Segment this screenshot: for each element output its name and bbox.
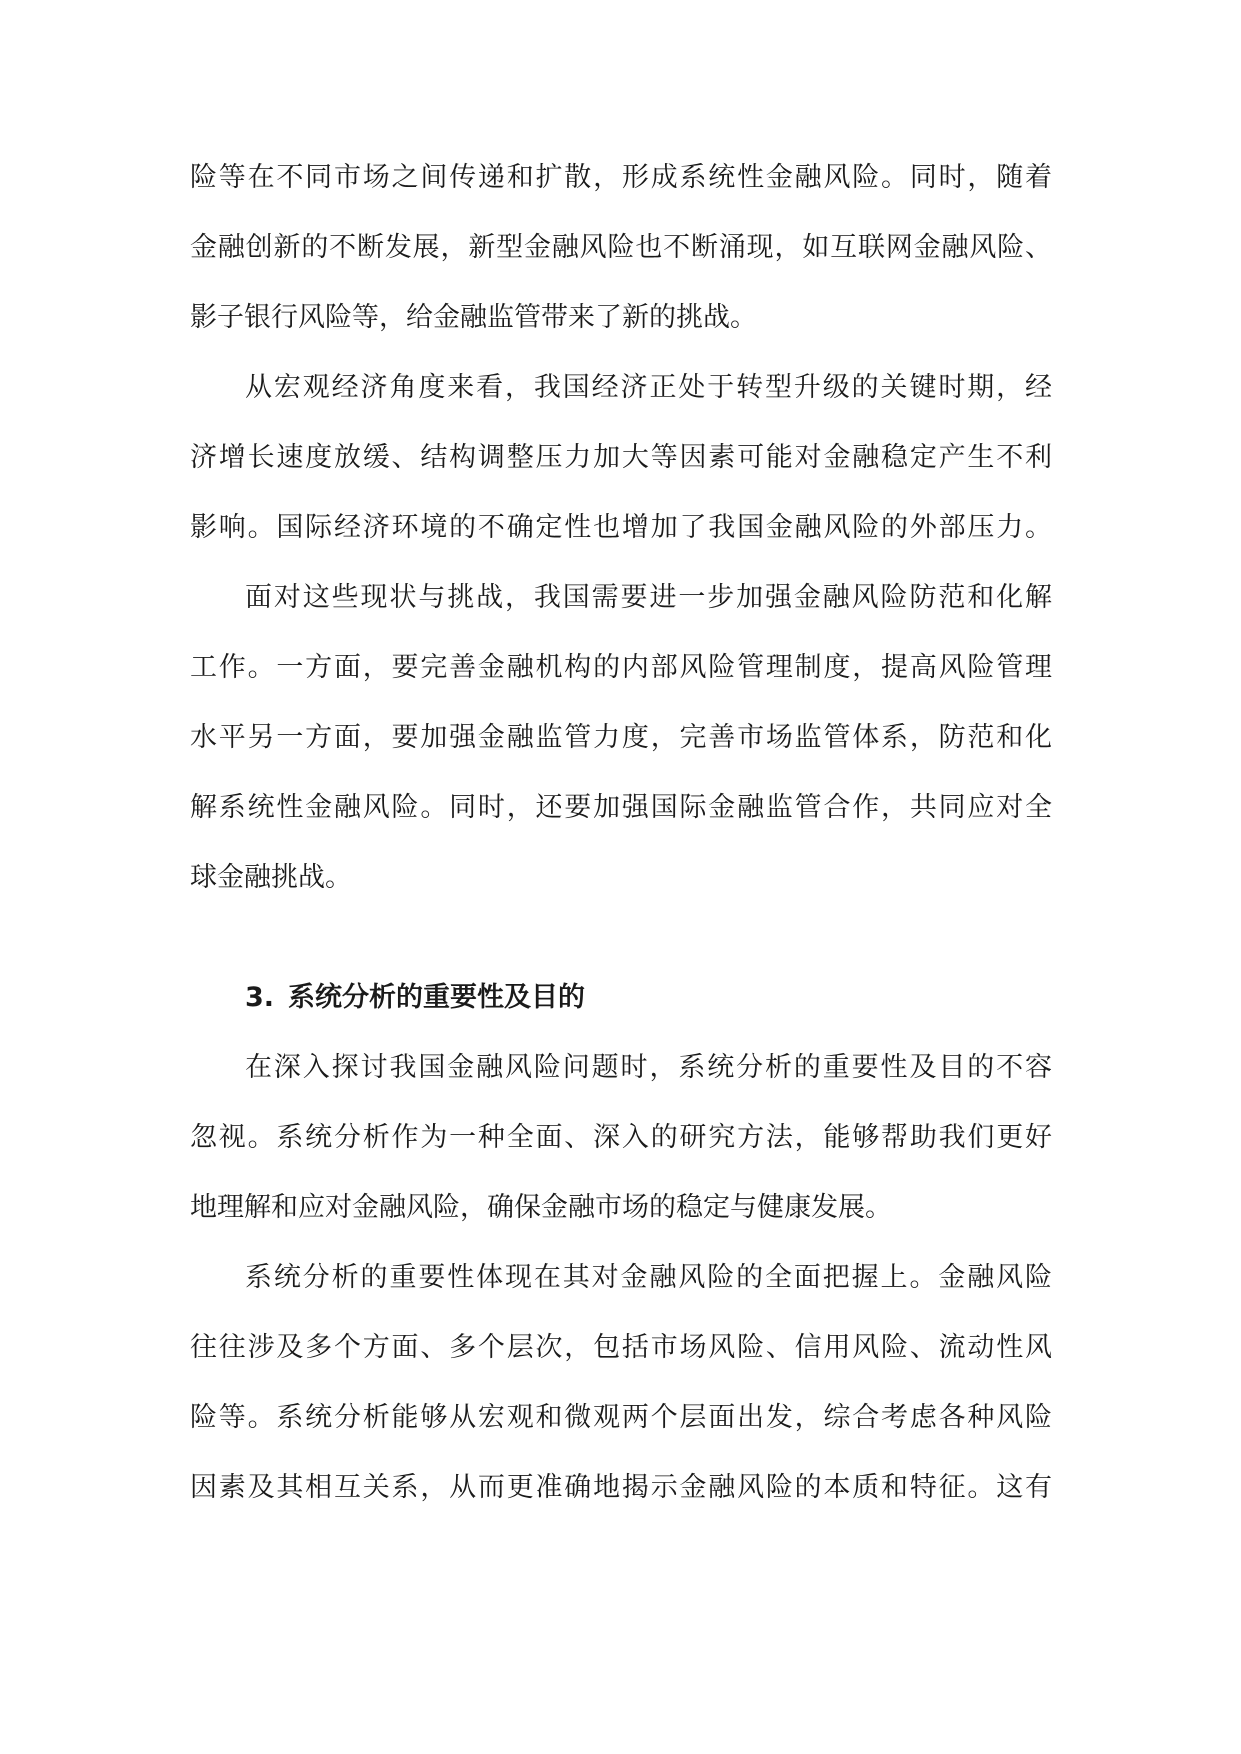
text-line: 在深入探讨我国金融风险问题时，系统分析的重要性及目的不容 (245, 1052, 1052, 1083)
text-line: 解系统性金融风险。同时，还要加强国际金融监管合作，共同应对全 (190, 792, 1052, 823)
paragraph-1 (190, 143, 1052, 353)
section-title: 系统分析的重要性及目的 (288, 982, 586, 1013)
paragraph-3 (190, 563, 1052, 913)
section-heading (190, 963, 1052, 1033)
text-line: 地理解和应对金融风险，确保金融市场的稳定与健康发展。 (190, 1192, 892, 1223)
text-line: 系统分析的重要性体现在其对金融风险的全面把握上。金融风险 (245, 1262, 1052, 1293)
section-spacer (190, 913, 1052, 963)
text-line: 济增长速度放缓、结构调整压力加大等因素可能对金融稳定产生不利 (190, 442, 1052, 473)
text-line: 金融创新的不断发展，新型金融风险也不断涌现，如互联网金融风险、 (190, 232, 1052, 263)
section-number: 3. (245, 982, 275, 1013)
text-line: 水平另一方面，要加强金融监管力度，完善市场监管体系，防范和化 (190, 722, 1052, 753)
paragraph-4 (190, 1033, 1052, 1243)
text-line: 球金融挑战。 (190, 862, 352, 893)
text-line: 从宏观经济角度来看，我国经济正处于转型升级的关键时期，经 (245, 372, 1052, 403)
text-line: 险等在不同市场之间传递和扩散，形成系统性金融风险。同时，随着 (190, 162, 1052, 193)
document-body (190, 143, 1052, 1523)
paragraph-5 (190, 1243, 1052, 1523)
text-line: 面对这些现状与挑战，我国需要进一步加强金融风险防范和化解 (245, 582, 1052, 613)
text-line: 影响。国际经济环境的不确定性也增加了我国金融风险的外部压力。 (190, 512, 1052, 543)
text-line: 忽视。系统分析作为一种全面、深入的研究方法，能够帮助我们更好 (190, 1122, 1052, 1153)
text-line: 险等。系统分析能够从宏观和微观两个层面出发，综合考虑各种风险 (190, 1402, 1052, 1433)
text-line: 因素及其相互关系，从而更准确地揭示金融风险的本质和特征。这有 (190, 1472, 1052, 1503)
text-line: 工作。一方面，要完善金融机构的内部风险管理制度，提高风险管理 (190, 652, 1052, 683)
text-line: 往往涉及多个方面、多个层次，包括市场风险、信用风险、流动性风 (190, 1332, 1052, 1363)
text-line: 影子银行风险等，给金融监管带来了新的挑战。 (190, 302, 757, 333)
paragraph-2 (190, 353, 1052, 563)
